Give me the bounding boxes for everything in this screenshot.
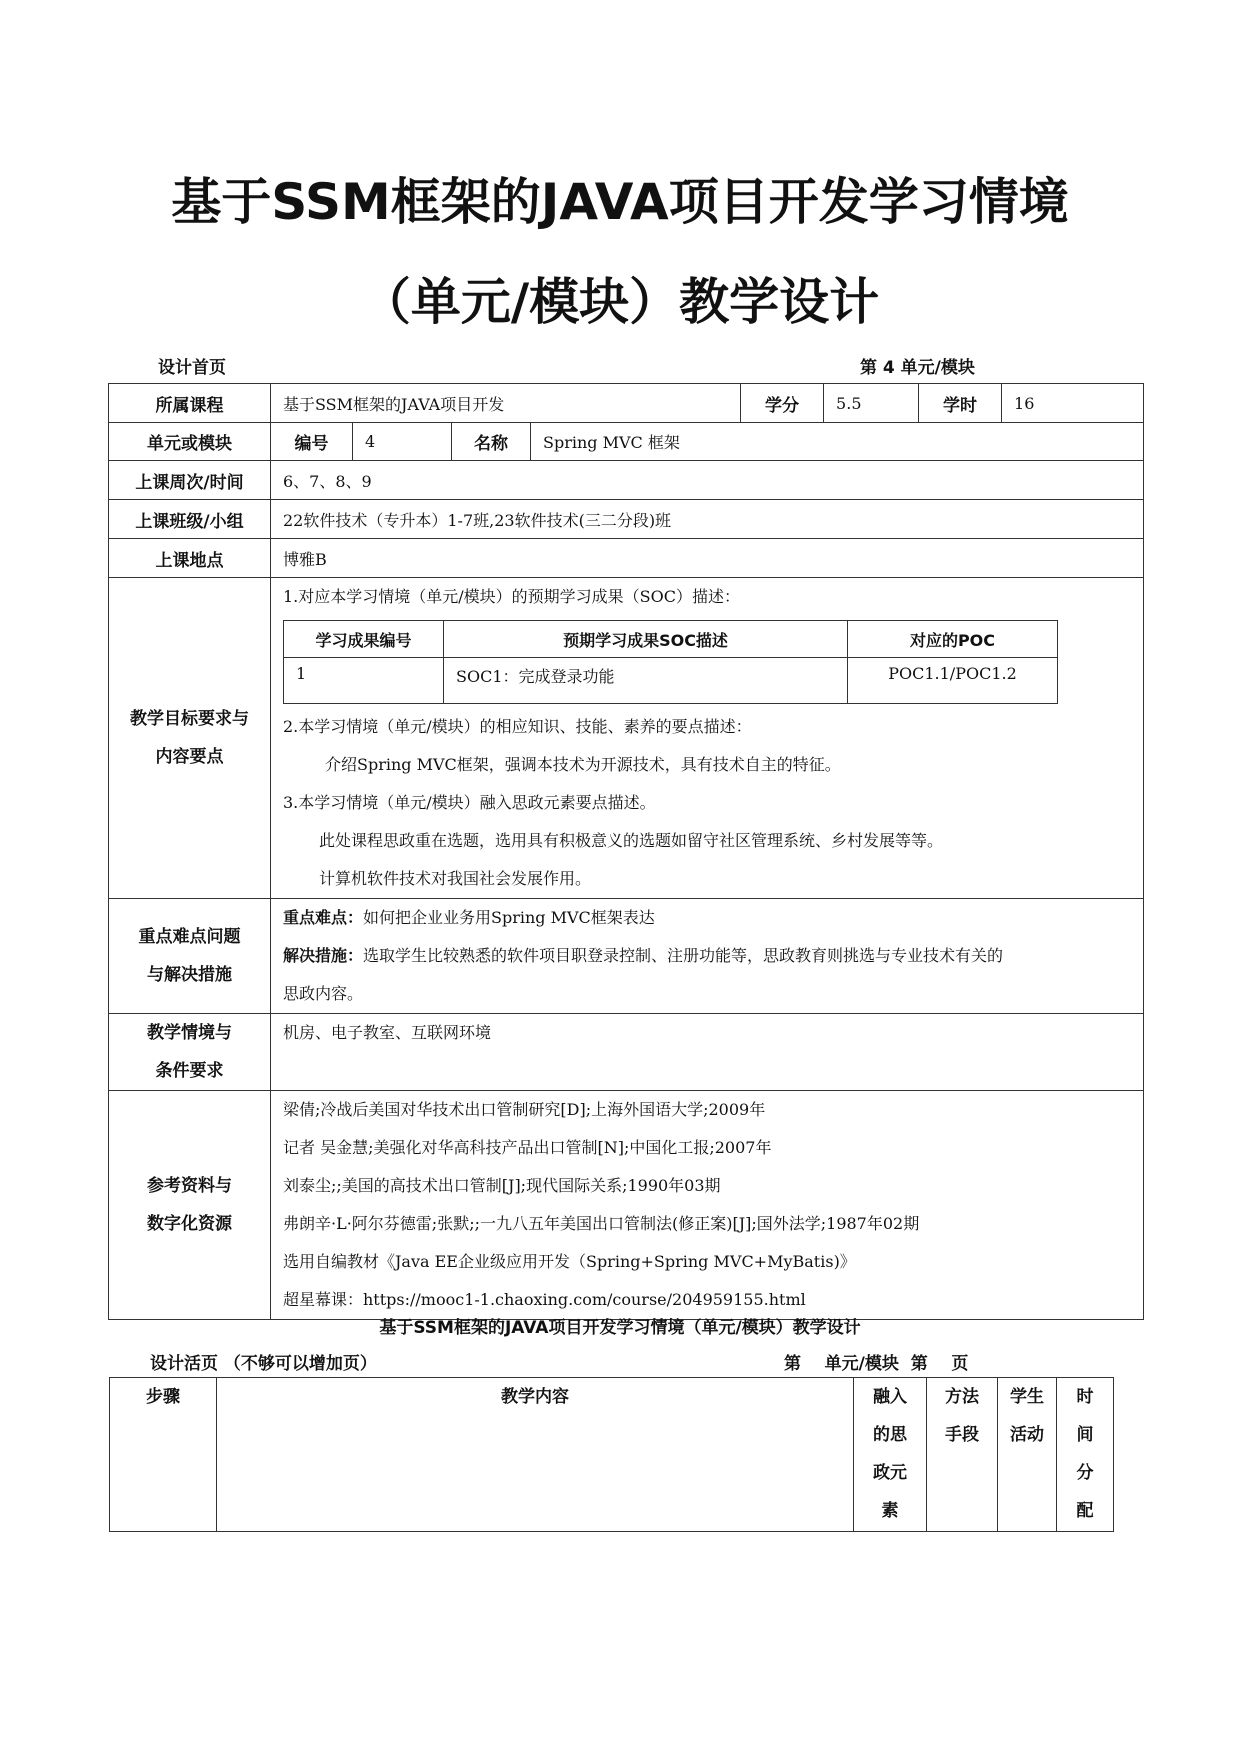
class-label: 上课班级/小组 (109, 500, 271, 539)
unit-number-label: 第 4 单元/模块 (860, 358, 975, 378)
second-caption: 基于SSM框架的JAVA项目开发学习情境（单元/模块）教学设计 (379, 1318, 861, 1338)
credit-label: 学分 (741, 384, 824, 423)
activity-header: 学生 活动 (998, 1378, 1057, 1532)
hours-value: 16 (1002, 384, 1144, 423)
goals-p3-text1: 此处课程思政重在选题，选用具有积极意义的选题如留守社区管理系统、乡村发展等等。 (319, 831, 944, 850)
course-value: 基于SSM框架的JAVA项目开发 (271, 384, 741, 423)
doc-title-line1: 基于SSM框架的JAVA项目开发学习情境 (171, 173, 1069, 231)
key-content (271, 899, 1144, 1014)
soc-table (283, 620, 1058, 704)
key-points-label: 重点难点： (283, 908, 364, 927)
ref-item: 记者 吴金慧;美强化对华高科技产品出口管制[N];中国化工报;2007年 (283, 1138, 772, 1157)
goals-p2-text: 介绍Spring MVC框架，强调本技术为开源技术，具有技术自主的特征。 (325, 755, 841, 774)
row-goals (109, 578, 1144, 899)
num-value: 4 (353, 423, 452, 461)
ref-item-link[interactable]: 超星幕课：https://mooc1-1.chaoxing.com/course/204959155.html (283, 1290, 806, 1309)
ref-item: 刘泰尘;;美国的高技术出口管制[J];现代国际关系;1990年03期 (283, 1176, 721, 1195)
class-value: 22软件技术（专升本）1-7班,23软件技术(三二分段)班 (271, 500, 1144, 539)
key-points-text: 如何把企业业务用Spring MVC框架表达 (363, 908, 655, 927)
week-label: 上课周次/时间 (109, 461, 271, 500)
soc-header-id: 学习成果编号 (284, 621, 444, 658)
ref-item: 梁倩;冷战后美国对华技术出口管制研究[D];上海外国语大学;2009年 (283, 1100, 766, 1119)
refs-content (271, 1091, 1144, 1320)
soc-header-poc: 对应的POC (848, 621, 1058, 658)
goals-content (271, 578, 1144, 899)
key-label (109, 899, 271, 1014)
goals-p2: 2.本学习情境（单元/模块）的相应知识、技能、素养的要点描述： (283, 717, 752, 736)
num-label: 编号 (271, 423, 353, 461)
place-label: 上课地点 (109, 539, 271, 578)
time-header: 时 间 分 配 (1057, 1378, 1114, 1532)
goals-p3: 3.本学习情境（单元/模块）融入思政元素要点描述。 (283, 793, 656, 812)
name-label: 名称 (452, 423, 531, 461)
step-header: 步骤 (110, 1378, 217, 1532)
goals-label-1: 教学目标要求与 (130, 709, 249, 729)
env-label-1: 教学情境与 (147, 1023, 232, 1043)
ideology-header: 融入 的思 政元 素 (854, 1378, 927, 1532)
goals-label (109, 578, 271, 899)
credit-value: 5.5 (824, 384, 919, 423)
env-label-2: 条件要求 (155, 1061, 224, 1081)
refs-label-2: 数字化资源 (147, 1214, 232, 1234)
course-label: 所属课程 (109, 384, 271, 423)
row-course (109, 384, 1144, 423)
goals-p1: 1.对应本学习情境（单元/模块）的预期学习成果（SOC）描述： (283, 587, 740, 606)
name-value: Spring MVC 框架 (531, 423, 1144, 461)
ref-item: 选用自编教材《Java EE企业级应用开发（Spring+Spring MVC+MyBatis)》 (283, 1252, 856, 1271)
row-week (109, 461, 1144, 500)
env-text: 机房、电子教室、互联网环境 (283, 1023, 492, 1042)
design-table (108, 383, 1144, 1320)
first-page-label: 设计首页 (158, 358, 226, 378)
content-header: 教学内容 (217, 1378, 854, 1532)
env-label (109, 1014, 271, 1091)
place-value: 博雅B (271, 539, 1144, 578)
soc-cell-poc: POC1.1/POC1.2 (848, 658, 1058, 704)
doc-title-line2: （单元/模块）教学设计 (360, 273, 880, 331)
soc-cell-id: 1 (284, 658, 444, 704)
env-content (271, 1014, 1144, 1091)
activity-unit-label: 第 单元/模块 第 页 (784, 1354, 969, 1374)
method-header: 方法 手段 (927, 1378, 998, 1532)
key-label-2: 与解决措施 (147, 965, 232, 985)
week-value: 6、7、8、9 (271, 461, 1144, 500)
refs-label-1: 参考资料与 (147, 1176, 232, 1196)
key-label-1: 重点难点问题 (138, 927, 241, 947)
goals-label-2: 内容要点 (155, 747, 224, 767)
activity-page-label: 设计活页 （不够可以增加页） (150, 1354, 377, 1374)
hours-label: 学时 (919, 384, 1002, 423)
soc-header-desc: 预期学习成果SOC描述 (444, 621, 848, 658)
row-place (109, 539, 1144, 578)
row-key (109, 899, 1144, 1014)
goals-p3-text2: 计算机软件技术对我国社会发展作用。 (319, 869, 592, 888)
row-unit (109, 423, 1144, 461)
soc-cell-desc: SOC1：完成登录功能 (444, 658, 848, 704)
unit-label: 单元或模块 (109, 423, 271, 461)
row-class (109, 500, 1144, 539)
activity-table (109, 1377, 1114, 1532)
row-refs (109, 1091, 1144, 1320)
solutions-label: 解决措施： (283, 946, 364, 965)
solutions-text-2: 思政内容。 (283, 984, 364, 1003)
row-env (109, 1014, 1144, 1091)
solutions-text-1: 选取学生比较熟悉的软件项目职登录控制、注册功能等，思政教育则挑选与专业技术有关的 (363, 946, 1004, 965)
ref-item: 弗朗辛·L·阿尔芬德雷;张默;;一九八五年美国出口管制法(修正案)[J];国外法学;1987年02期 (283, 1214, 920, 1233)
refs-label (109, 1091, 271, 1320)
